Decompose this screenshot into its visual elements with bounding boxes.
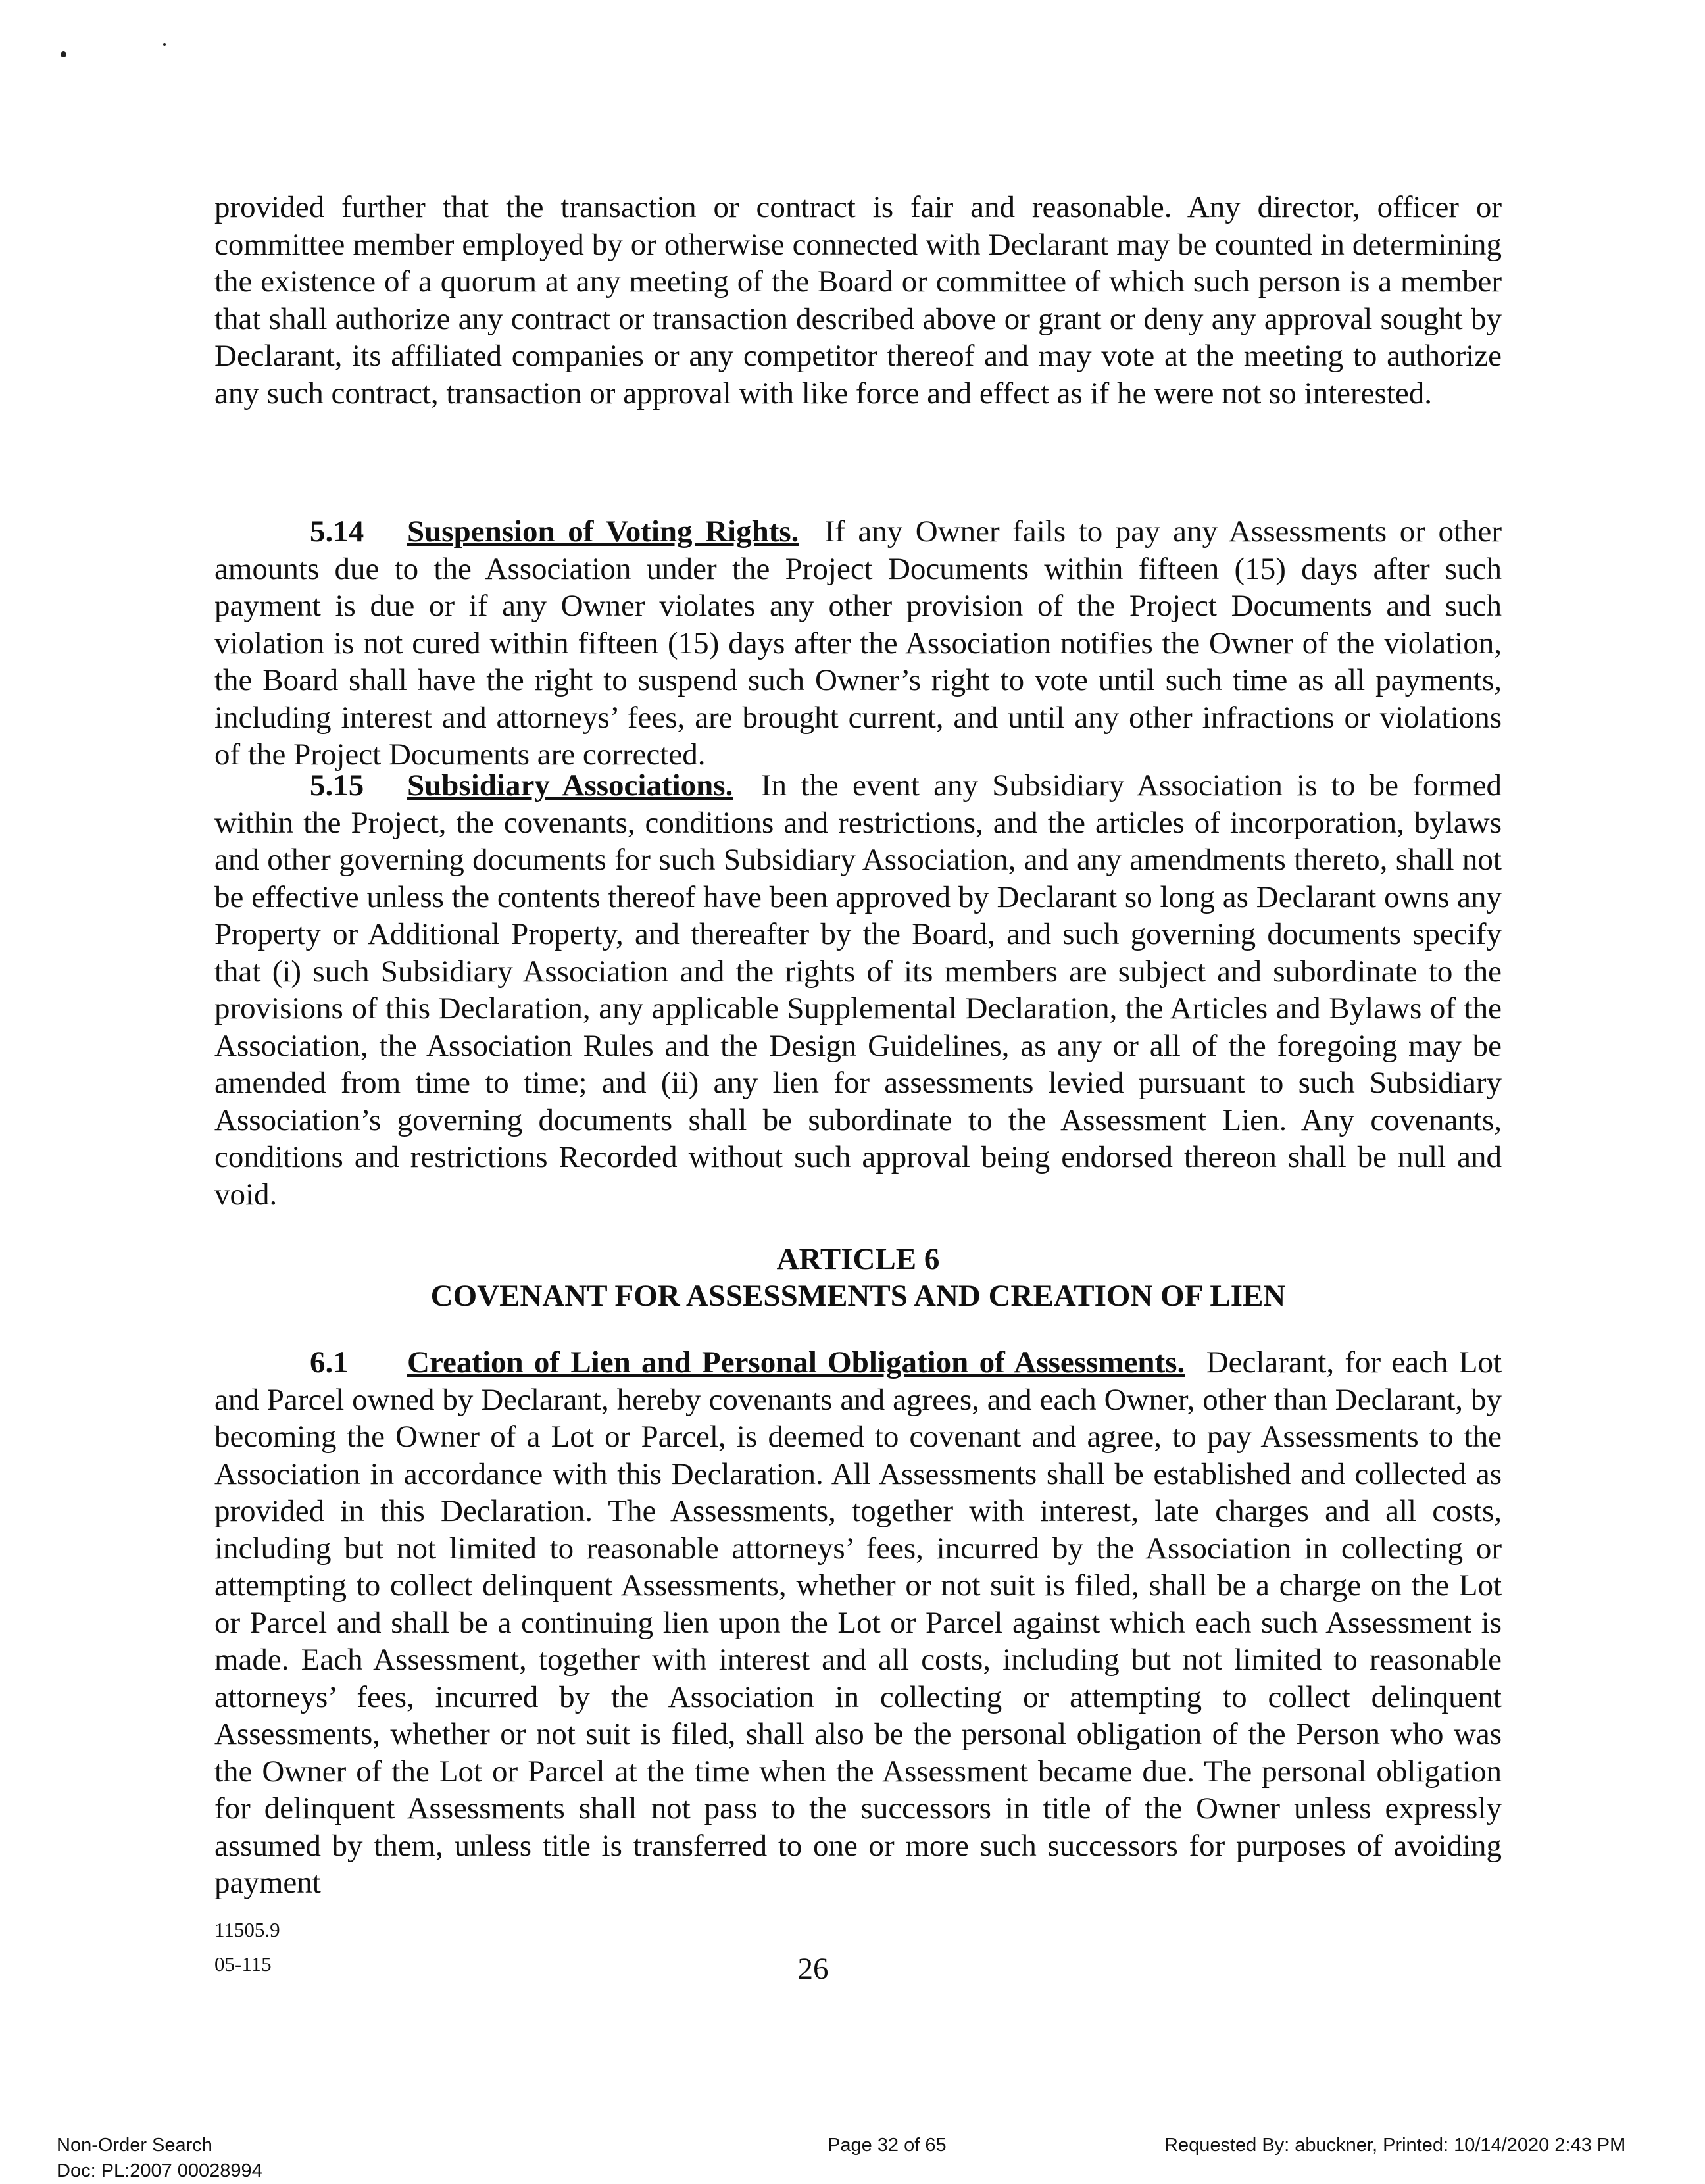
article-title: COVENANT FOR ASSESSMENTS AND CREATION OF LIEN — [430, 1279, 1286, 1313]
section-title: Subsidiary Associations. — [407, 768, 733, 803]
intro-paragraph — [214, 189, 1502, 412]
section-text: If any Owner fails to pay any Assessments or other amounts due to the Association under the Project Documents within fifteen (15) days after such payment is due or if any Owner violates any other provision of the Project Documents and such violation is not cured within fifteen (15) days after the Association notifies the Owner of the violation, the Board shall have the right to suspend such Owner’s right to vote until such time as all payments, including interest and attorneys’ fees, are brought current, and until any other infractions or violations of the Project Documents are corrected. — [214, 514, 1502, 772]
section-number: 5.15 — [310, 768, 364, 803]
stamp-search-type: Non-Order Search — [57, 2135, 212, 2156]
section-title: Suspension of Voting Rights. — [407, 514, 799, 549]
stamp-doc-id: Doc: PL:2007 00028994 — [57, 2160, 262, 2181]
section-6-1 — [214, 1344, 1502, 1902]
section-5-15 — [214, 767, 1502, 1213]
section-text: In the event any Subsidiary Association is to be formed within the Project, the covenants, conditions and restrictions, and the articles of incorporation, bylaws and other governing documents for such Subsidiary Association, and any amendments thereto, shall not be effective unless the contents thereof have been approved by Declarant so long as Declarant owns any Property or Additional Property, and thereafter by the Board, and such governing documents specify that (i) such Subsidiary Association and the rights of its members are subject and subordinate to the provisions of this Declaration, any applicable Supplemental Declaration, the Articles and Bylaws of the Association, the Association Rules and the Design Guidelines, as any or all of the foregoing may be amended from time to time; and (ii) any lien for assessments levied pursuant to such Subsidiary Association’s governing documents shall be subordinate to the Assessment Lien. Any covenants, conditions and restrictions Recorded without such approval being endorsed thereon shall be null and void. — [214, 768, 1502, 1212]
section-text: Declarant, for each Lot and Parcel owned by Declarant, hereby covenants and agrees, and each Owner, other than Declarant, by becoming the Owner of a Lot or Parcel, is deemed to covenant and agree, to pay Assessments to the Association in accordance with this Declaration. All Assessments shall be established and collected as provided in this Declaration. The Assessments, together with interest, late charges and all costs, including but not limited to reasonable attorneys’ fees, incurred by the Association in collecting or attempting to collect delinquent Assessments, whether or not suit is filed, shall be a charge on the Lot or Parcel and shall be a continuing lien upon the Lot or Parcel against which each such Assessment is made. Each Assessment, together with interest and all costs, including but not limited to reasonable attorneys’ fees, incurred by the Association in collecting or attempting to collect delinquent Assessments, whether or not suit is filed, shall also be the personal obligation of the Person who was the Owner of the Lot or Parcel at the time when the Assessment became due. The personal obligation for delinquent Assessments shall not pass to the successors in title of the Owner unless expressly assumed by them, unless title is transferred to one or more such successors for purposes of avoiding payment — [214, 1345, 1502, 1900]
page-number: 26 — [797, 1952, 829, 1986]
section-number: 5.14 — [310, 514, 364, 549]
article-heading-block — [214, 1241, 1502, 1314]
stamp-requested-by: Requested By: abuckner, Printed: 10/14/2020 2:43 PM — [1164, 2135, 1626, 2156]
stamp-page-of: Page 32 of 65 — [828, 2135, 947, 2156]
article-number: ARTICLE 6 — [776, 1242, 940, 1276]
section-title: Creation of Lien and Personal Obligation of Assessments. — [407, 1345, 1185, 1379]
document-code-line-1: 11505.9 — [214, 1918, 280, 1941]
section-5-14 — [214, 513, 1502, 774]
scan-speck — [61, 51, 66, 57]
document-code-line-2: 05-115 — [214, 1952, 272, 1975]
intro-text: provided further that the transaction or contract is fair and reasonable. Any director, officer or committee member employed by or otherwise connected with Declarant may be counted in determining the existence of a quorum at any meeting of the Board or committee of which such person is a member that shall authorize any contract or transaction described above or grant or deny any approval sought by Declarant, its affiliated companies or any competitor thereof and may vote at the meeting to authorize any such contract, transaction or approval with like force and effect as if he were not so interested. — [214, 190, 1502, 410]
section-number: 6.1 — [310, 1345, 349, 1379]
document-code — [214, 1913, 280, 1981]
scan-speck — [163, 43, 166, 46]
